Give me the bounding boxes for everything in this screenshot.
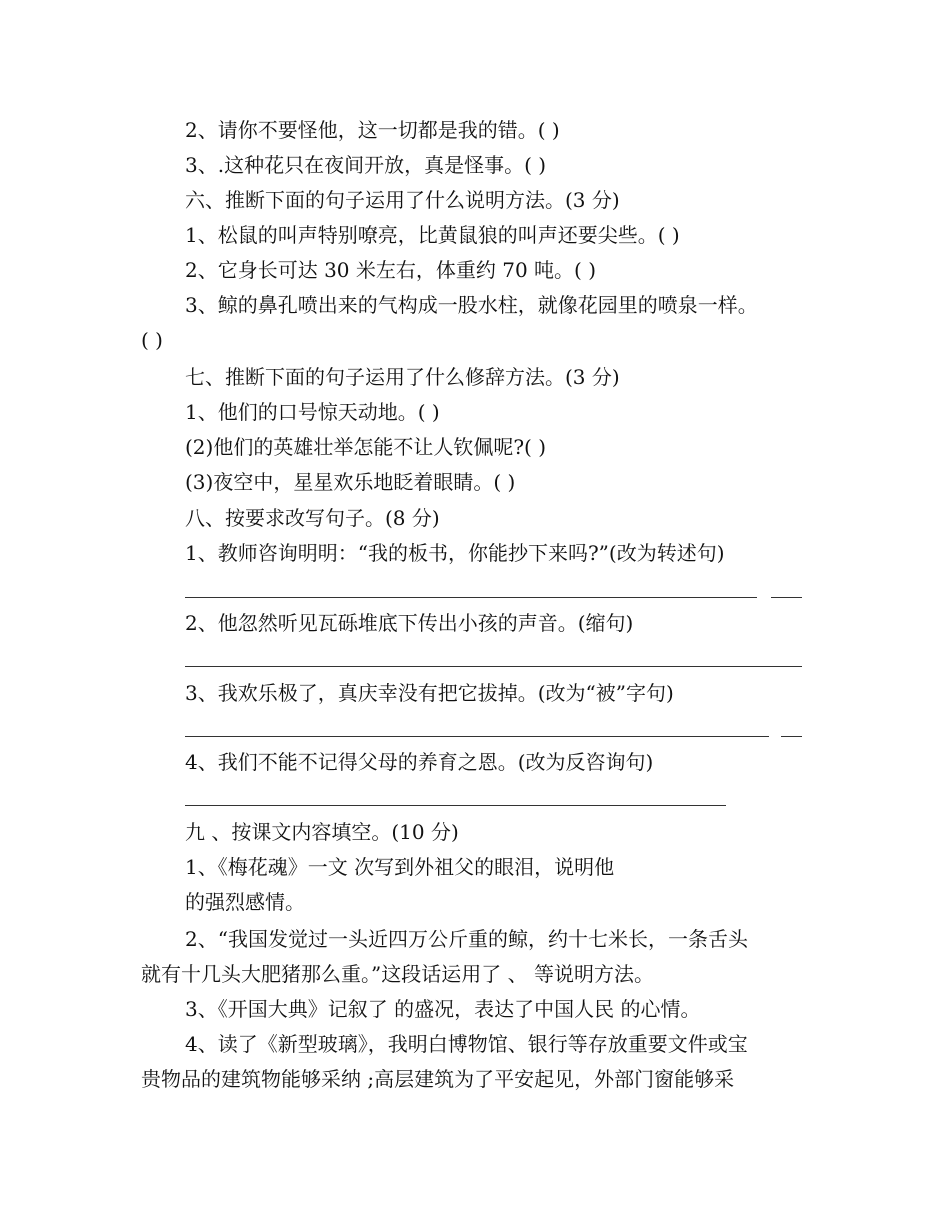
answer-line-8-1 bbox=[185, 597, 757, 598]
question-6-1: 1、松鼠的叫声特别嘹亮，比黄鼠狼的叫声还要尖些。( ) bbox=[185, 223, 680, 247]
answer-line-8-4 bbox=[185, 805, 726, 806]
answer-line-8-3 bbox=[185, 736, 769, 737]
question-5-3: 3、.这种花只在夜间开放，真是怪事。( ) bbox=[185, 153, 547, 177]
question-8-1: 1、教师咨询明明：“我的板书，你能抄下来吗?”(改为转述句) bbox=[185, 541, 725, 565]
question-9-2: 2、“我国发觉过一头近四万公斤重的鲸，约十七米长，一条舌头 bbox=[185, 927, 748, 951]
question-9-2-continued: 就有十几头大肥猪那么重。”这段话运用了 、 等说明方法。 bbox=[141, 962, 654, 986]
question-9-1: 1、《梅花魂》一文 次写到外祖父的眼泪，说明他 bbox=[185, 855, 615, 879]
question-7-1: 1、他们的口号惊天动地。( ) bbox=[185, 400, 440, 424]
question-7-3: (3)夜空中，星星欢乐地眨着眼睛。( ) bbox=[185, 470, 516, 494]
answer-line-8-3-end bbox=[781, 736, 802, 737]
section-7-heading: 七、推断下面的句子运用了什么修辞方法。(3 分) bbox=[185, 365, 620, 389]
question-6-2: 2、它身长可达 30 米左右，体重约 70 吨。( ) bbox=[185, 258, 597, 282]
answer-line-8-1-end bbox=[771, 597, 802, 598]
question-6-3-answer-blank: ( ) bbox=[141, 328, 163, 352]
question-9-4-continued: 贵物品的建筑物能够采纳 ;高层建筑为了平安起见，外部门窗能够采 bbox=[141, 1067, 735, 1091]
question-9-3: 3、《开国大典》记叙了 的盛况，表达了中国人民 的心情。 bbox=[185, 997, 701, 1021]
section-6-heading: 六、推断下面的句子运用了什么说明方法。(3 分) bbox=[185, 188, 620, 212]
question-6-3: 3、鲸的鼻孔喷出来的气构成一股水柱，就像花园里的喷泉一样。 bbox=[185, 293, 758, 317]
question-8-2: 2、他忽然听见瓦砾堆底下传出小孩的声音。(缩句) bbox=[185, 611, 634, 635]
question-5-2: 2、请你不要怪他，这一切都是我的错。( ) bbox=[185, 118, 560, 142]
section-8-heading: 八、按要求改写句子。(8 分) bbox=[185, 506, 440, 530]
question-8-3: 3、我欢乐极了，真庆幸没有把它拔掉。(改为“被”字句) bbox=[185, 681, 674, 705]
question-8-4: 4、我们不能不记得父母的养育之恩。(改为反咨询句) bbox=[185, 750, 654, 774]
question-9-4: 4、读了《新型玻璃》，我明白博物馆、银行等存放重要文件或宝 bbox=[185, 1032, 748, 1056]
answer-line-8-2 bbox=[185, 666, 802, 667]
question-7-2: (2)他们的英雄壮举怎能不让人钦佩呢?( ) bbox=[185, 435, 547, 459]
question-9-1-continued: 的强烈感情。 bbox=[185, 890, 305, 914]
section-9-heading: 九 、按课文内容填空。(10 分) bbox=[185, 820, 459, 844]
